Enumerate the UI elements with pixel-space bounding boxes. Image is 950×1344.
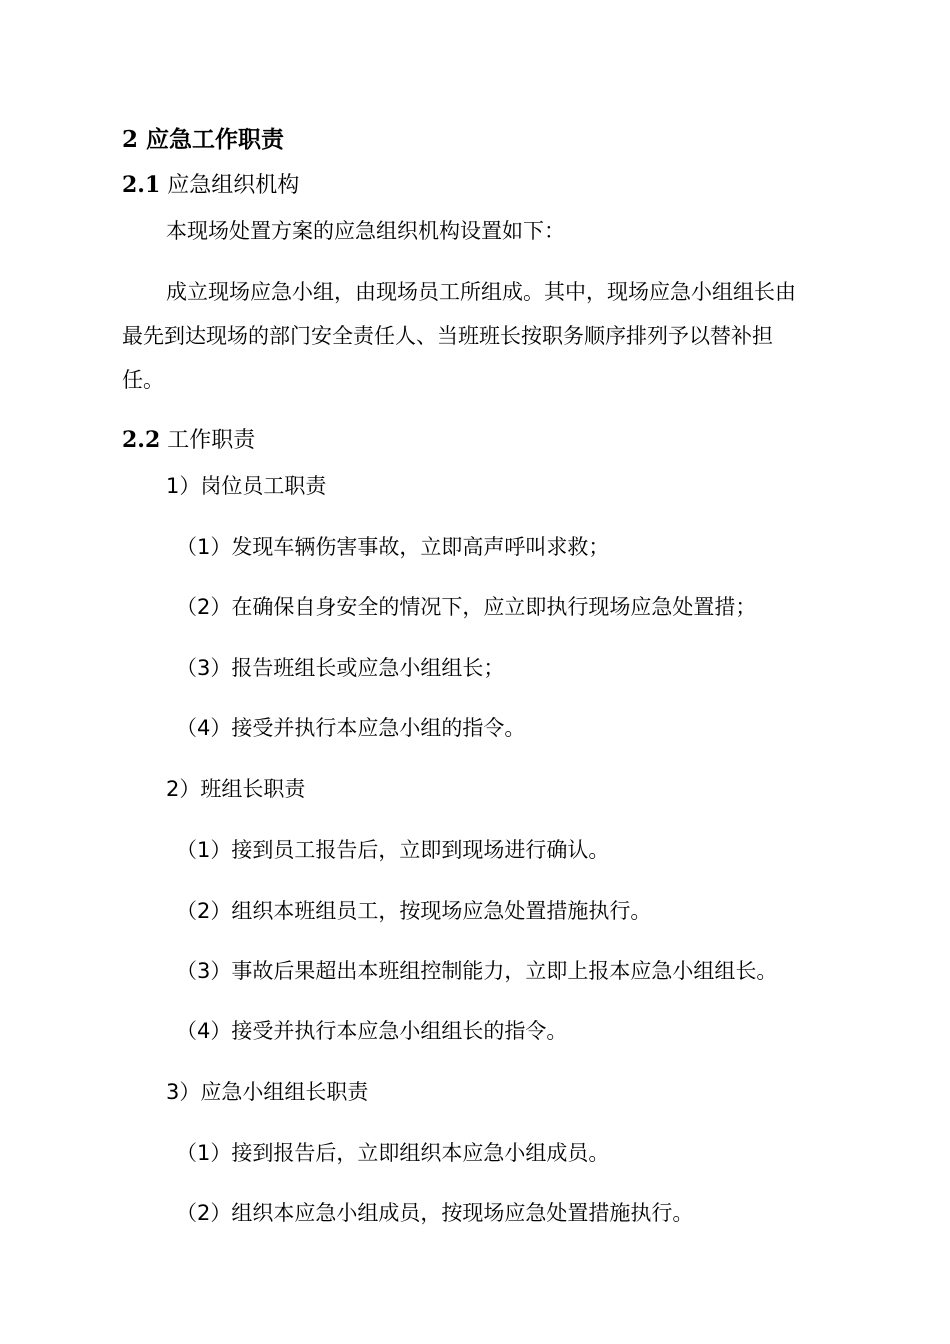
subsection-title: 应急组织机构: [167, 173, 300, 198]
list-item: （3）事故后果超出本班组控制能力，立即上报本应急小组组长。: [176, 959, 778, 983]
paragraph-line: 最先到达现场的部门安全责任人、当班班长按职务顺序排列予以替补担: [122, 324, 773, 348]
paragraph-line: 任。: [122, 368, 164, 392]
group-heading: 2）班组长职责: [166, 777, 306, 801]
list-item: （1）发现车辆伤害事故，立即高声呼叫求救；: [176, 535, 610, 559]
paragraph-line: 成立现场应急小组，由现场员工所组成。其中，现场应急小组组长由: [166, 280, 796, 304]
list-item: （2）组织本班组员工，按现场应急处置措施执行。: [176, 899, 652, 923]
subsection-heading-2-1: [122, 171, 299, 200]
section-title: 应急工作职责: [146, 127, 285, 153]
list-item: （4）接受并执行本应急小组的指令。: [176, 716, 526, 740]
subsection-number: 2.2: [122, 427, 161, 453]
list-item: （3）报告班组长或应急小组组长；: [176, 656, 505, 680]
list-item: （1）接到报告后，立即组织本应急小组成员。: [176, 1141, 610, 1165]
intro-paragraph: 本现场处置方案的应急组织机构设置如下：: [166, 219, 565, 243]
group-heading: 1）岗位员工职责: [166, 474, 327, 498]
section-heading: [122, 126, 284, 154]
subsection-heading-2-2: [122, 426, 255, 455]
subsection-number: 2.1: [122, 172, 161, 198]
list-item: （2）组织本应急小组成员，按现场应急处置措施执行。: [176, 1201, 694, 1225]
subsection-title: 工作职责: [167, 428, 256, 453]
group-heading: 3）应急小组组长职责: [166, 1080, 369, 1104]
list-item: （4）接受并执行本应急小组组长的指令。: [176, 1019, 568, 1043]
section-number: 2: [122, 126, 139, 153]
list-item: （2）在确保自身安全的情况下，应立即执行现场应急处置措；: [176, 595, 757, 619]
list-item: （1）接到员工报告后，立即到现场进行确认。: [176, 838, 610, 862]
